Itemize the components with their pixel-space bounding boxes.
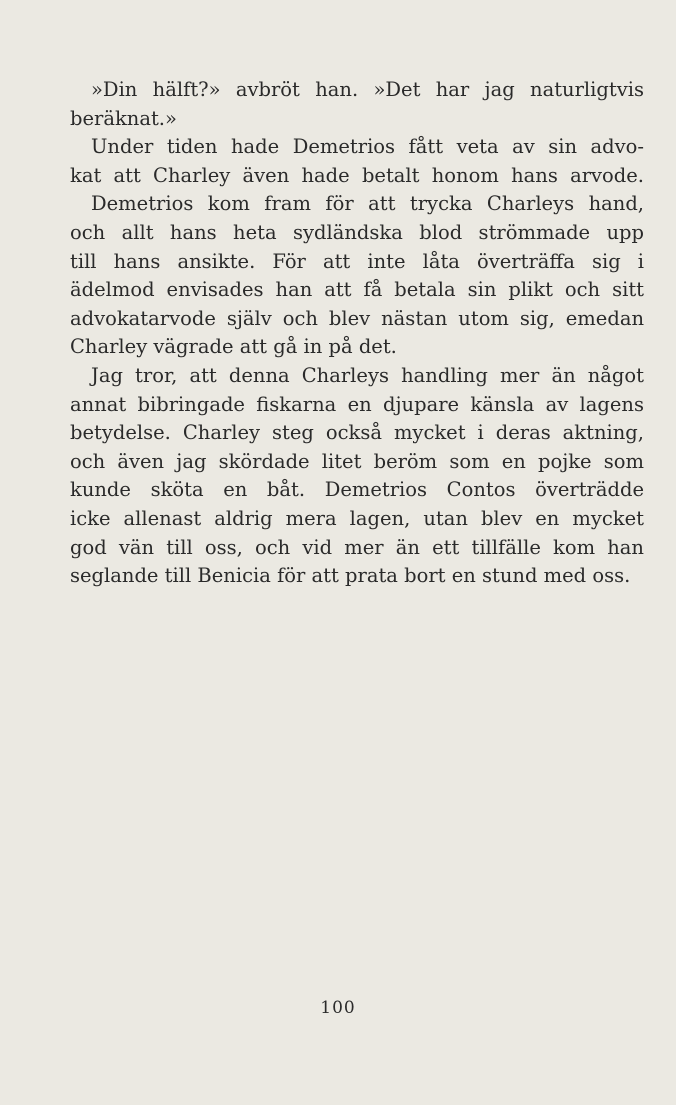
text-line: Demetrios kom fram för att trycka Charleys hand,	[91, 192, 644, 216]
text-line: »Din hälft?» avbröt han. »Det har jag naturligtvis	[91, 78, 644, 101]
text-line: icke allenast aldrig mera lagen, utan blev en mycket	[70, 506, 644, 530]
text-line: beräknat.»	[70, 106, 177, 130]
text-line: och allt hans heta sydländska blod strömmade upp	[70, 220, 644, 244]
text-line: kat att Charley även hade betalt honom hans arvode.	[70, 163, 644, 187]
page-number: 100	[320, 998, 356, 1018]
text-line: annat bibringade fiskarna en djupare känsla av lagens	[70, 392, 644, 416]
text-line: ädelmod envisades han att få betala sin plikt och sitt	[70, 278, 644, 302]
text-line: Charley vägrade att gå in på det.	[70, 335, 397, 359]
body-text	[70, 76, 644, 591]
text-line: betydelse. Charley steg också mycket i deras aktning,	[70, 421, 644, 445]
text-line: seglande till Benicia för att prata bort en stund med oss.	[70, 564, 631, 588]
text-line: Under tiden hade Demetrios fått veta av sin advo-	[91, 135, 644, 159]
text-line: god vän till oss, och vid mer än ett tillfälle kom han	[70, 535, 644, 559]
text-line: kunde sköta en båt. Demetrios Contos överträdde	[70, 478, 644, 502]
text-line: och även jag skördade litet beröm som en pojke som	[70, 449, 644, 473]
text-line: advokatarvode själv och blev nästan utom sig, emedan	[70, 306, 644, 330]
text-line: Jag tror, att denna Charleys handling mer än något	[91, 363, 644, 387]
text-line: till hans ansikte. För att inte låta överträffa sig i	[70, 249, 644, 273]
